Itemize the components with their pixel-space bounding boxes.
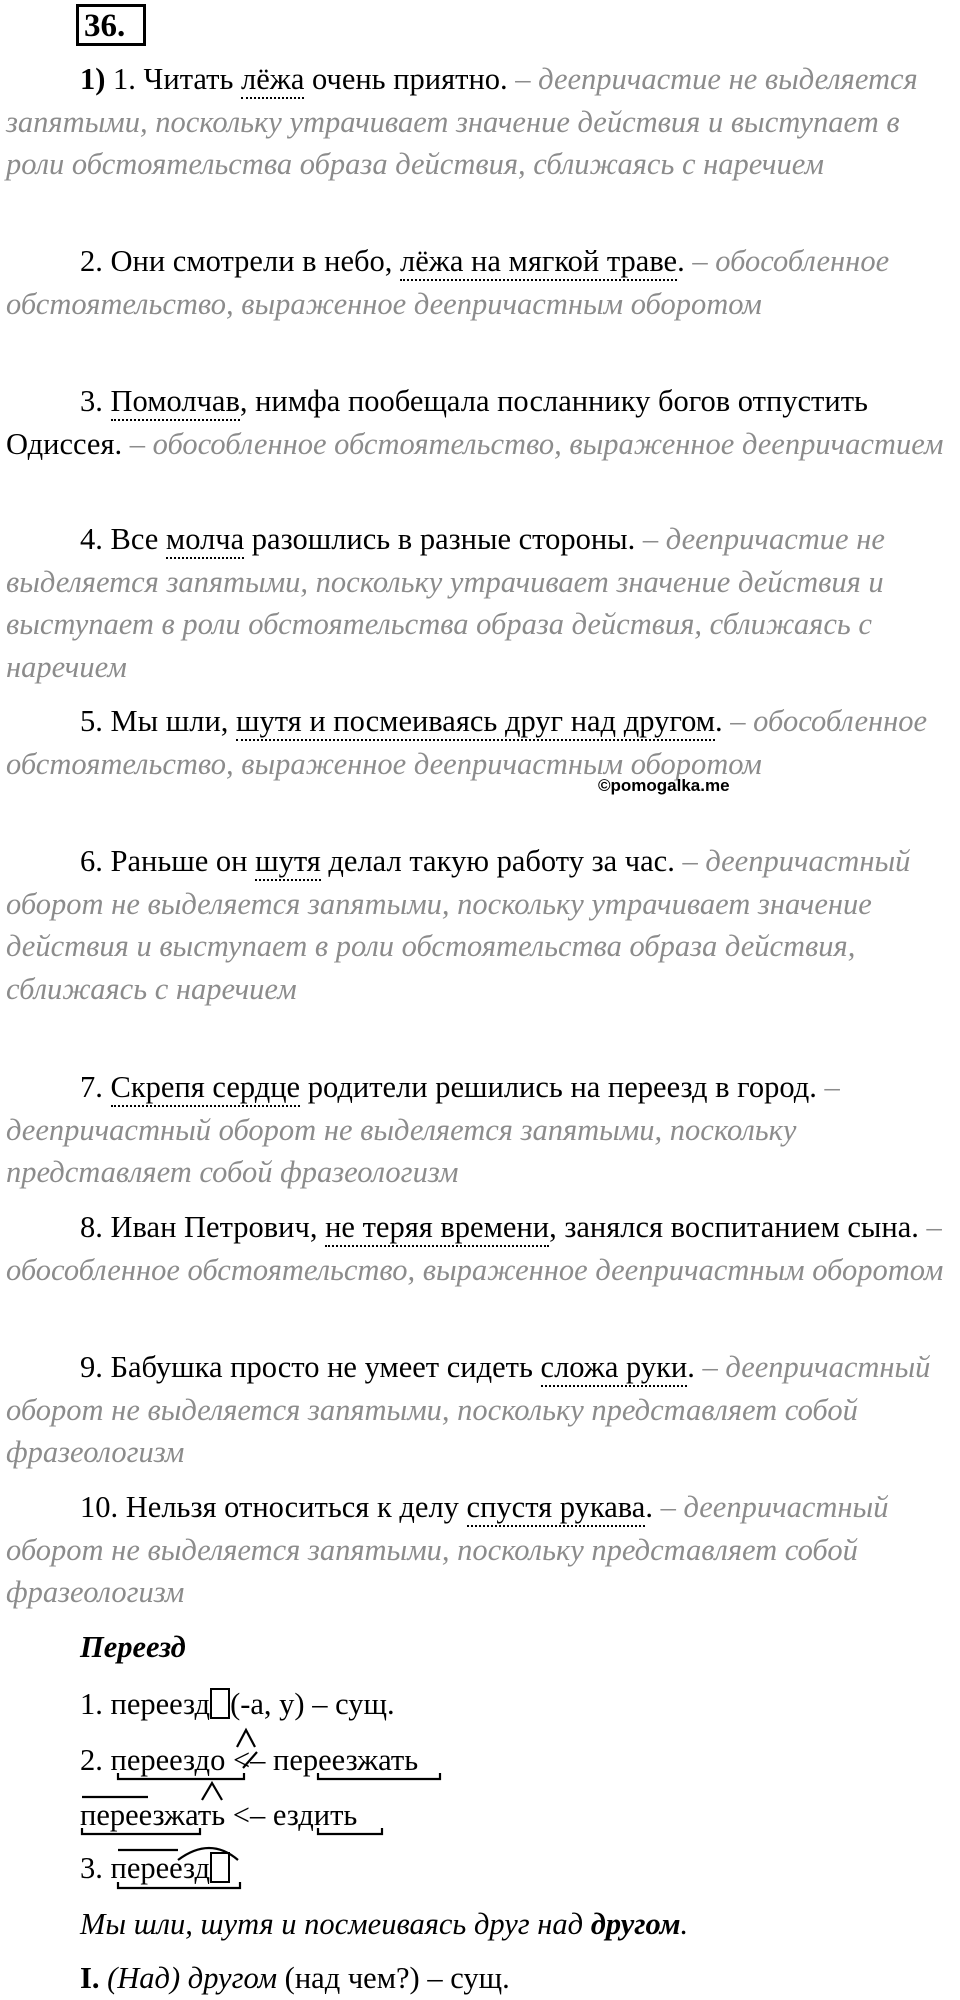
item-1: 1) 1. Читать лёжа очень приятно. – деепричастие не выделяется запятыми, поскольку утрачивает значение действия и выступает в роли обстоятельства образа действия, сближаясь с наречием xyxy=(6,62,918,181)
exercise-number: 36. xyxy=(76,4,146,46)
root-bracket-icon xyxy=(318,1828,382,1834)
comment: – деепричастный оборот не выделяется запятыми, поскольку представляет собой фразеологизм xyxy=(6,1350,931,1469)
stem-bracket-icon xyxy=(118,1882,240,1888)
zero-strike-icon xyxy=(243,1752,257,1768)
idiom: спустя рукава xyxy=(467,1490,646,1527)
item-3: 3. Помолчав, нимфа пообещала посланнику богов отпустить Одиссея. – обособленное обстоятельство, выраженное деепричастием xyxy=(6,384,944,461)
gerund: молча xyxy=(166,522,244,559)
source-word: ездить xyxy=(272,1798,358,1832)
suffix-roof-icon xyxy=(237,1730,255,1747)
gerund: шутя xyxy=(255,844,321,881)
comment: – деепричастие не выделяется запятыми, поскольку утрачивает значение действия и выступает в роли обстоятельства образа действия, сближаясь с наречием xyxy=(6,62,918,181)
item-8: 8. Иван Петрович, не теряя времени, занялся воспитанием сына. – обособленное обстоятельство, выраженное деепричастным оборотом xyxy=(6,1210,944,1287)
idiom: сложа руки xyxy=(541,1350,688,1387)
root-arc-icon xyxy=(178,1848,238,1860)
item-10: 10. Нельзя относиться к делу спустя рукава. – деепричастный оборот не выделяется запятыми, поскольку представляет собой фразеологизм xyxy=(6,1490,889,1609)
comment: – обособленное обстоятельство, выраженное деепричастным оборотом xyxy=(6,244,890,321)
item-2: 2. Они смотрели в небо, лёжа на мягкой траве. – обособленное обстоятельство, выраженное деепричастным оборотом xyxy=(6,244,890,321)
idiom: Скрепя сердце xyxy=(111,1070,301,1107)
analysis-line-2: 2. переездо <– переезжать xyxy=(80,1743,419,1777)
analysis-title: Переезд xyxy=(80,1630,186,1664)
gerund-phrase: шутя и посмеиваясь друг над другом xyxy=(236,704,715,741)
gerund-phrase: не теряя времени xyxy=(325,1210,549,1247)
comment: – деепричастие не выделяется запятыми, поскольку утрачивает значение действия и выступает в роли обстоятельства образа действия, сближаясь с наречием xyxy=(6,522,885,684)
item-7: 7. Скрепя сердце родители решились на переезд в город. – деепричастный оборот не выделяется запятыми, поскольку представляет собой фразеологизм xyxy=(6,1070,840,1189)
suffix-null: о xyxy=(210,1743,226,1777)
item-6: 6. Раньше он шутя делал такую работу за час. – деепричастный оборот не выделяется запятыми, поскольку утрачивает значение действия и выступает в роли обстоятельства образа действия, сближаясь с наречием xyxy=(6,844,911,1006)
root-bracket-icon xyxy=(318,1773,440,1779)
analysis-line-1: 1. переезд (-а, у) – сущ. xyxy=(80,1687,395,1721)
comment: – обособленное обстоятельство, выраженное деепричастием xyxy=(122,426,944,461)
gerund: лёжа xyxy=(241,62,304,99)
stem-word: переезд xyxy=(110,1851,211,1885)
target-word: другом xyxy=(590,1907,681,1941)
roman-numeral: I. xyxy=(80,1961,100,1995)
root-bracket-icon xyxy=(118,1773,244,1779)
gerund-phrase: лёжа на мягкой траве xyxy=(400,244,677,281)
item-9: 9. Бабушка просто не умеет сидеть сложа руки. – деепричастный оборот не выделяется запятыми, поскольку представляет собой фразеологизм xyxy=(6,1350,931,1469)
root-word: переезд xyxy=(110,1743,211,1777)
comment: – обособленное обстоятельство, выраженное деепричастным оборотом xyxy=(6,704,928,781)
watermark: ©pomogalka.me xyxy=(598,776,730,795)
item-5: 5. Мы шли, шутя и посмеиваясь друг над другом. – обособленное обстоятельство, выраженное деепричастным оборотом xyxy=(6,704,928,781)
comment: – деепричастный оборот не выделяется запятыми, поскольку представляет собой фразеологизм xyxy=(6,1490,889,1609)
example-sentence: Мы шли, шутя и посмеиваясь друг над другом. xyxy=(80,1907,689,1941)
gerund: Помолчав xyxy=(111,384,240,421)
root-bracket-icon xyxy=(82,1828,200,1834)
part-label: 1) xyxy=(80,62,106,96)
comment: – деепричастный оборот не выделяется запятыми, поскольку представляет собой фразеологизм xyxy=(6,1070,840,1189)
item-4: 4. Все молча разошлись в разные стороны. – деепричастие не выделяется запятыми, поскольку утрачивает значение действия и выступает в роли обстоятельства образа действия, сближаясь с наречием xyxy=(6,522,885,684)
comment: – деепричастный оборот не выделяется запятыми, поскольку утрачивает значение действия и выступает в роли обстоятельства образа действия, сближаясь с наречием xyxy=(6,844,911,1006)
analysis-line-3: переезжать <– ездить xyxy=(80,1798,358,1832)
derived-word: переезжать xyxy=(80,1798,226,1832)
suffix-roof-icon xyxy=(202,1783,222,1800)
source-word: переезжать xyxy=(273,1743,419,1777)
parse-line: I. (Над) другом (над чем?) – сущ. xyxy=(80,1961,510,1995)
comment: – обособленное обстоятельство, выраженное деепричастным оборотом xyxy=(6,1210,944,1287)
analysis-line-4: 3. переезд xyxy=(80,1848,230,1888)
